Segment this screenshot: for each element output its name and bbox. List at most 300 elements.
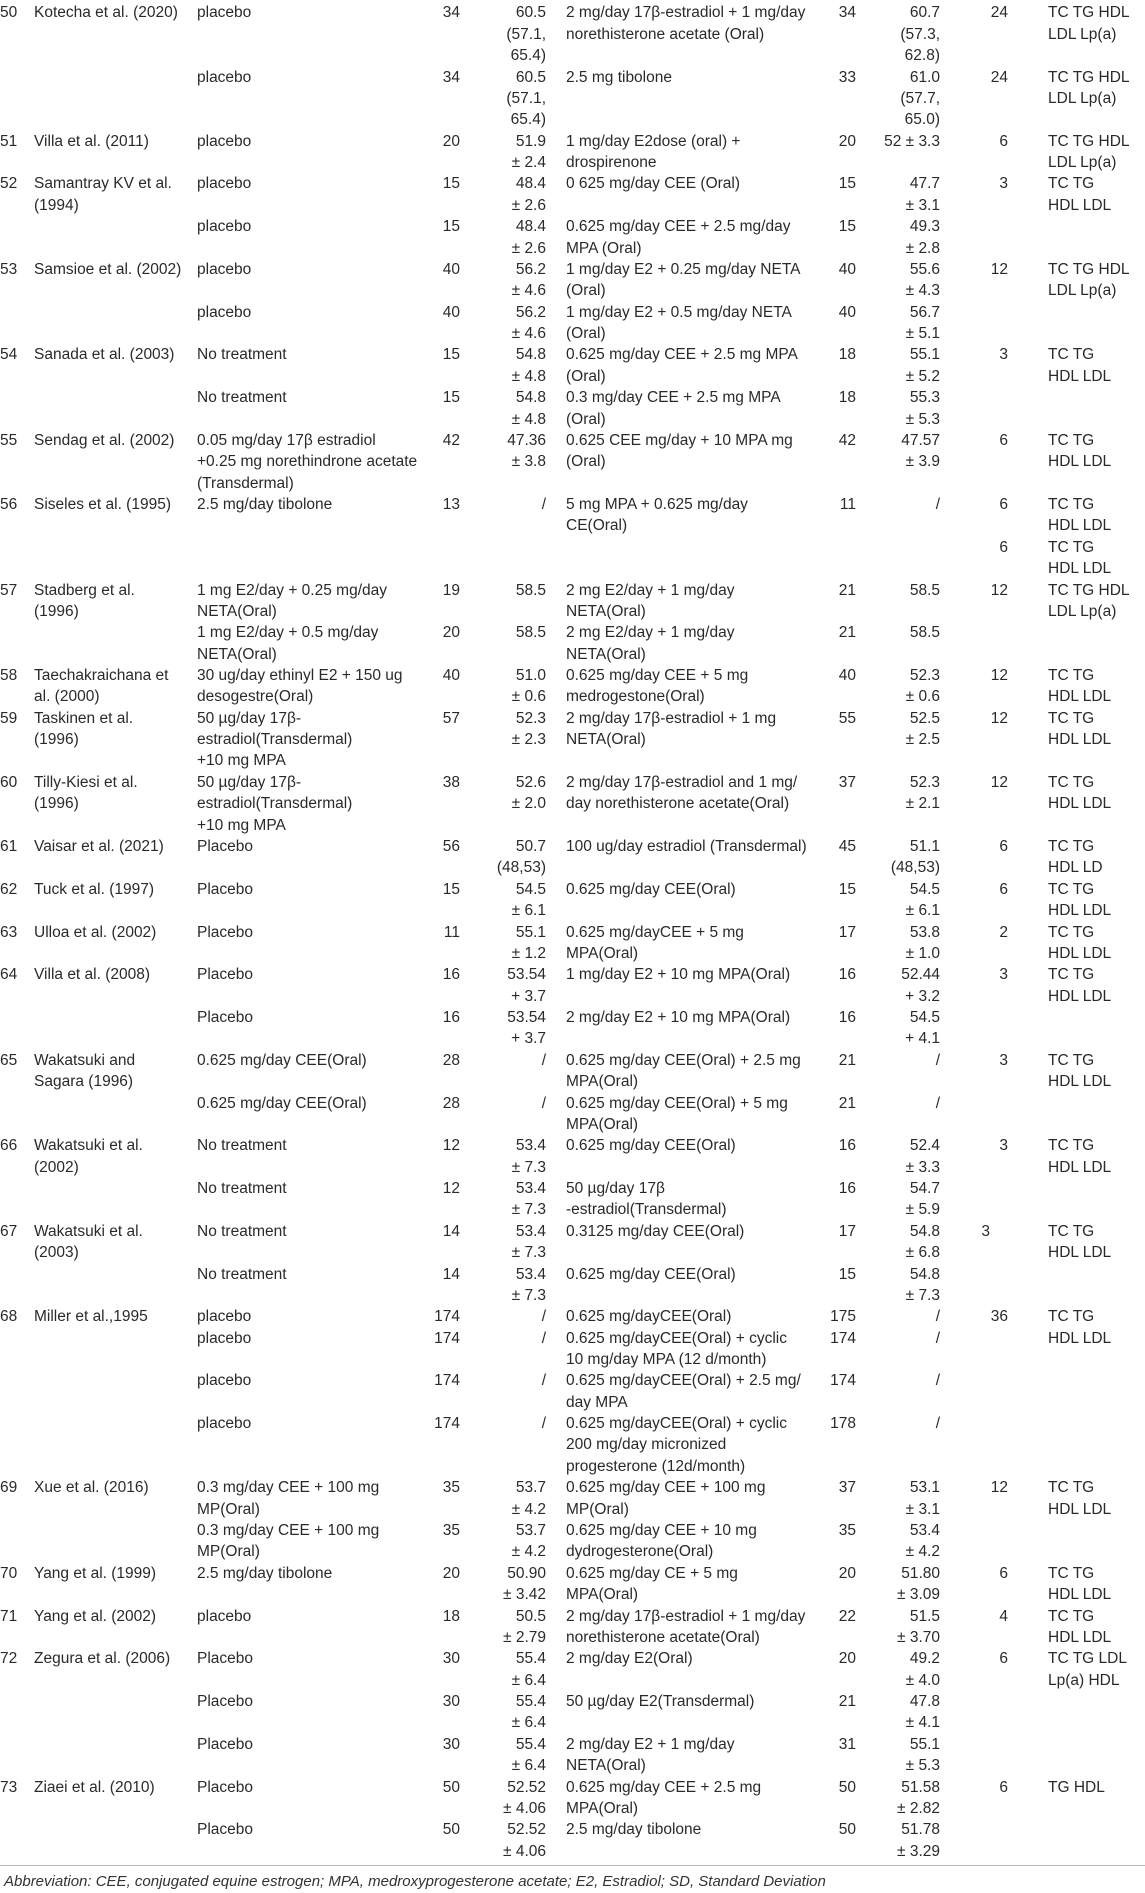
treatment-n-cell-line: 37 [838, 1479, 856, 1497]
row-number-line: 53 [0, 260, 18, 278]
treatment-age-cell [868, 1221, 940, 1264]
control-n-cell [400, 1777, 460, 1798]
row-number [0, 302, 40, 323]
study-cell-line: al. (2000) [34, 688, 100, 706]
treatment-age-cell [868, 1819, 940, 1862]
control-age-cell [474, 1264, 546, 1307]
control-cell-line: estradiol(Transdermal) [197, 731, 353, 749]
treatment-cell-line: dydrogesterone(Oral) [566, 1543, 714, 1561]
treatment-n-cell-line: 40 [838, 260, 856, 278]
duration-cell [958, 580, 1008, 601]
row-number [0, 1093, 40, 1114]
outcomes-cell-line: TC TG [1048, 1479, 1095, 1497]
control-n-cell-line: 174 [434, 1308, 460, 1326]
control-cell-line: 30 ug/day ethinyl E2 + 150 ug [197, 667, 403, 685]
treatment-age-cell [868, 1606, 940, 1649]
control-age-cell-line: / [541, 1051, 546, 1069]
control-age-cell-line: 53.7 [515, 1522, 546, 1539]
treatment-age-cell-line: 53.8 [909, 923, 940, 941]
treatment-age-cell [868, 665, 940, 708]
control-age-cell [474, 131, 546, 174]
control-cell-line: No treatment [197, 346, 287, 364]
treatment-age-cell-line: ± 5.3 [905, 410, 940, 428]
treatment-age-cell-line: (48,53) [890, 859, 940, 877]
study-cell [34, 879, 194, 900]
duration-cell [958, 67, 1008, 88]
treatment-cell-line: (Oral) [566, 325, 606, 342]
control-n-cell-line: 14 [442, 1222, 460, 1240]
outcomes-cell [1048, 1050, 1145, 1093]
outcomes-cell [1048, 708, 1145, 751]
duration-cell-line: 6 [999, 1778, 1008, 1796]
treatment-age-cell-line: ± 3.70 [897, 1628, 940, 1646]
control-n-cell-line: 34 [442, 4, 460, 22]
treatment-age-cell-line: ± 7.3 [905, 1286, 940, 1304]
control-n-cell [400, 1007, 460, 1028]
duration-cell-line: 12 [990, 773, 1008, 791]
study-cell-line: Siseles et al. (1995) [34, 496, 171, 514]
treatment-cell-line: NETA(Oral) [566, 1757, 646, 1775]
outcomes-cell-line: LDL Lp(a) [1048, 602, 1117, 620]
control-n-cell-line: 28 [442, 1094, 460, 1112]
treatment-age-cell [868, 622, 940, 643]
treatment-age-cell-line: / [935, 1308, 940, 1326]
control-age-cell-line: 65.4) [510, 111, 546, 129]
study-cell [34, 131, 194, 152]
treatment-n-cell [800, 1007, 856, 1028]
outcomes-cell-line: TC TG [1048, 923, 1095, 941]
treatment-n-cell [800, 1306, 856, 1327]
treatment-cell-line: NETA(Oral) [566, 602, 646, 620]
row-number-line: 70 [0, 1564, 18, 1582]
control-cell-line: placebo [197, 303, 252, 321]
row-number-line: 61 [0, 838, 18, 855]
control-age-cell-line: 48.4 [515, 175, 546, 193]
control-age-cell-line: / [541, 1308, 546, 1326]
treatment-age-cell [868, 1648, 940, 1691]
treatment-n-cell-line: 50 [838, 1778, 856, 1796]
control-cell-line: No treatment [197, 1265, 287, 1283]
treatment-age-cell-line: 47.8 [909, 1693, 940, 1710]
treatment-age-cell-line: ± 4.1 [905, 1714, 940, 1732]
treatment-n-cell [800, 1264, 856, 1285]
outcomes-cell [1048, 494, 1145, 579]
control-n-cell-line: 42 [442, 431, 460, 449]
treatment-n-cell-line: 15 [838, 175, 856, 193]
control-n-cell-line: 56 [442, 838, 460, 855]
treatment-age-cell-line: 52.3 [909, 773, 940, 791]
treatment-n-cell [800, 1093, 856, 1114]
treatment-cell-line: 0.625 mg/day CEE + 100 mg [566, 1479, 766, 1497]
control-n-cell-line: 174 [434, 1415, 460, 1433]
treatment-n-cell-line: 178 [830, 1415, 856, 1433]
treatment-cell-line: (Oral) [566, 367, 606, 385]
treatment-cell-line: 2 mg/day E2 + 1 mg/day [566, 1735, 735, 1753]
duration-cell [958, 259, 1008, 280]
row-number [0, 1520, 40, 1541]
control-age-cell-line: ± 6.4 [511, 1671, 546, 1689]
duration-cell-line: 6 [999, 496, 1008, 514]
treatment-cell-line: 1 mg/day E2 + 0.5 mg/day NETA [566, 303, 792, 321]
treatment-age-cell [868, 1477, 940, 1520]
control-n-cell-line: 14 [442, 1265, 460, 1283]
treatment-n-cell [800, 2, 856, 23]
outcomes-cell-line: TC TG [1048, 496, 1095, 514]
treatment-n-cell-line: 33 [838, 68, 856, 86]
control-age-cell-line: 50.90 [507, 1564, 546, 1582]
treatment-n-cell-line: 31 [838, 1735, 856, 1753]
row-number [0, 1819, 40, 1840]
outcomes-cell [1048, 836, 1145, 879]
control-n-cell [400, 580, 460, 601]
treatment-cell-line: 0.625 mg/day CE + 5 mg [566, 1564, 738, 1582]
control-age-cell-line: 52.52 [507, 1778, 546, 1796]
study-cell-line: Villa et al. (2011) [34, 132, 149, 150]
control-age-cell [474, 1093, 546, 1114]
duration-cell-line: 6 [999, 1564, 1008, 1582]
duration-cell-line: 12 [990, 709, 1008, 727]
control-age-cell-line: ± 6.4 [511, 1757, 546, 1775]
treatment-age-cell-line: 54.5 [909, 880, 940, 898]
table-bottom-rule [0, 1865, 1145, 1866]
treatment-age-cell-line: 60.7 [909, 4, 940, 22]
control-age-cell-line: (57.1, [506, 89, 546, 107]
outcomes-cell-line: TG HDL [1048, 1778, 1105, 1796]
treatment-cell-line: 1 mg/day E2 + 0.25 mg/day NETA [566, 260, 801, 278]
control-age-cell [474, 1178, 546, 1221]
row-number-line [0, 1264, 40, 1285]
treatment-cell-line: 2.5 mg/day tibolone [566, 1821, 702, 1839]
control-cell-line: No treatment [197, 1180, 287, 1197]
study-cell [34, 964, 194, 985]
duration-cell [958, 708, 1008, 729]
treatment-cell-line: 2 mg/day 17β-estradiol and 1 mg/ [566, 773, 798, 791]
outcomes-cell [1048, 1135, 1145, 1178]
control-n-cell-line: 15 [442, 389, 460, 407]
outcomes-cell-line: TC TG [1048, 667, 1095, 685]
outcomes-cell-line: TC TG [1048, 175, 1095, 193]
treatment-age-cell-line: / [935, 1372, 940, 1390]
outcomes-cell [1048, 131, 1145, 174]
treatment-cell-line: 0.625 mg/day CEE(Oral) + 2.5 mg [566, 1051, 801, 1069]
control-age-cell-line: ± 7.3 [511, 1244, 546, 1262]
treatment-age-cell-line: ± 3.9 [905, 453, 940, 471]
control-age-cell [474, 1050, 546, 1071]
treatment-cell-line: 2 mg E2/day + 1 mg/day [566, 624, 735, 642]
row-number-line: 73 [0, 1778, 18, 1796]
row-number-line: 54 [0, 346, 18, 364]
control-age-cell-line: 58.5 [515, 581, 546, 599]
study-cell-line: (2002) [34, 1158, 79, 1176]
treatment-cell-line: medrogestone(Oral) [566, 688, 705, 706]
control-age-cell-line: ± 4.2 [511, 1543, 546, 1561]
row-number-line: 51 [0, 132, 18, 150]
treatment-n-cell-line: 17 [838, 1222, 856, 1240]
row-number-line: 62 [0, 880, 18, 898]
control-age-cell-line: 51.9 [515, 132, 546, 150]
control-age-cell-line: ± 4.06 [503, 1842, 546, 1860]
control-n-cell-line: 18 [442, 1607, 460, 1625]
treatment-cell-line: 10 mg/day MPA (12 d/month) [566, 1350, 767, 1368]
control-n-cell-line: 19 [442, 581, 460, 599]
treatment-n-cell-line: 16 [838, 1009, 856, 1026]
outcomes-cell-line: HDL LDL [1048, 1244, 1112, 1262]
study-cell-line: Taskinen et al. [34, 709, 134, 727]
treatment-cell-line: progesterone (12d/month) [566, 1457, 746, 1475]
control-n-cell [400, 1734, 460, 1755]
treatment-age-cell-line: ± 6.1 [905, 902, 940, 920]
study-cell [34, 344, 194, 365]
control-n-cell-line: 15 [442, 175, 460, 193]
treatment-age-cell [868, 1264, 940, 1307]
treatment-cell-line: 1 mg/day E2 + 10 mg MPA(Oral) [566, 966, 791, 984]
control-n-cell [400, 964, 460, 985]
control-age-cell-line: / [541, 1329, 546, 1347]
control-n-cell [400, 1413, 460, 1434]
treatment-n-cell [800, 879, 856, 900]
row-number-line [0, 1413, 40, 1434]
treatment-age-cell [868, 344, 940, 387]
control-age-cell-line: ± 2.6 [511, 239, 546, 257]
control-cell-line: 50 µg/day 17β- [197, 773, 302, 791]
treatment-age-cell [868, 430, 940, 473]
control-n-cell [400, 131, 460, 152]
treatment-cell-line: 0 625 mg/day CEE (Oral) [566, 175, 741, 193]
control-cell-line: placebo [197, 68, 252, 86]
treatment-cell-line: norethisterone acetate(Oral) [566, 1628, 760, 1646]
treatment-n-cell-line: 21 [838, 1094, 856, 1112]
row-number-line: 69 [0, 1479, 18, 1497]
control-n-cell-line: 16 [442, 1009, 460, 1026]
row-number-line [0, 1734, 40, 1755]
treatment-age-cell-line: 49.3 [909, 218, 940, 236]
treatment-age-cell [868, 173, 940, 216]
control-age-cell-line: ± 2.6 [511, 196, 546, 214]
treatment-age-cell-line: 62.8) [904, 47, 940, 65]
treatment-n-cell-line: 15 [838, 218, 856, 236]
control-age-cell [474, 1520, 546, 1563]
control-n-cell-line: 20 [442, 132, 460, 150]
treatment-n-cell [800, 836, 856, 857]
control-cell-line: +10 mg MPA [197, 752, 286, 770]
treatment-n-cell-line: 20 [838, 1650, 856, 1668]
control-age-cell-line: + 3.7 [511, 1030, 546, 1048]
control-n-cell [400, 1477, 460, 1498]
row-number-line [0, 1370, 40, 1391]
treatment-cell-line: 2 mg/day 17β-estradiol + 1 mg/day [566, 1607, 806, 1625]
control-n-cell [400, 216, 460, 237]
study-cell [34, 708, 194, 751]
treatment-cell-line: MPA(Oral) [566, 944, 639, 962]
treatment-cell-line: 0.625 mg/dayCEE + 5 mg [566, 923, 744, 941]
treatment-n-cell [800, 1648, 856, 1669]
row-number-line: 50 [0, 4, 18, 22]
outcomes-cell-line: LDL Lp(a) [1048, 282, 1117, 300]
outcomes-cell-line: HDL LDL [1048, 1158, 1112, 1176]
treatment-n-cell [800, 665, 856, 686]
outcomes-cell-line: HDL LDL [1048, 1500, 1112, 1518]
control-age-cell-line: 55.4 [515, 1650, 546, 1668]
treatment-n-cell [800, 1777, 856, 1798]
control-age-cell [474, 1563, 546, 1606]
outcomes-cell-line: TC TG HDL [1048, 260, 1130, 278]
treatment-age-cell-line: 55.3 [909, 389, 940, 407]
outcomes-cell-line: TC TG [1048, 346, 1095, 364]
study-cell-line: Sagara (1996) [34, 1073, 134, 1091]
outcomes-cell-line: TC TG [1048, 1308, 1095, 1326]
control-n-cell-line: 57 [442, 709, 460, 727]
study-cell [34, 1777, 194, 1798]
treatment-age-cell-line: ± 6.8 [905, 1244, 940, 1262]
treatment-age-cell-line: ± 4.0 [905, 1671, 940, 1689]
outcomes-cell-line: HDL LDL [1048, 1586, 1112, 1604]
study-cell-line: Sendag et al. (2002) [34, 431, 175, 449]
control-age-cell [474, 1777, 546, 1820]
treatment-n-cell-line: 22 [838, 1607, 856, 1625]
treatment-age-cell-line: 56.7 [909, 303, 940, 321]
treatment-n-cell [800, 344, 856, 365]
duration-cell-line: 12 [990, 1479, 1008, 1497]
duration-cell-line: 6 [999, 431, 1008, 449]
outcomes-cell-line: TC TG [1048, 966, 1095, 984]
outcomes-cell-line: HDL LDL [1048, 367, 1112, 385]
treatment-n-cell [800, 494, 856, 515]
treatment-age-cell-line: / [935, 1051, 940, 1069]
study-cell [34, 1306, 194, 1327]
treatment-age-cell-line: ± 2.1 [905, 795, 940, 813]
outcomes-cell-line: HDL LDL [1048, 688, 1112, 706]
duration-cell-line: 24 [990, 68, 1008, 86]
treatment-cell-line: (Oral) [566, 453, 606, 471]
treatment-n-cell [800, 1050, 856, 1071]
treatment-cell-line: norethisterone acetate (Oral) [566, 25, 765, 43]
control-age-cell-line: 58.5 [515, 624, 546, 642]
outcomes-cell [1048, 1306, 1145, 1327]
control-n-cell [400, 622, 460, 643]
control-age-cell [474, 494, 546, 515]
control-age-cell-line: 54.8 [515, 389, 546, 407]
treatment-cell-line: (Oral) [566, 410, 606, 428]
control-cell-line: Placebo [197, 1735, 254, 1753]
treatment-n-cell-line: 21 [838, 624, 856, 642]
outcomes-cell-line: TC TG [1048, 880, 1095, 898]
control-n-cell [400, 1221, 460, 1242]
control-age-cell-line: 53.4 [515, 1265, 546, 1283]
treatment-age-cell [868, 259, 940, 302]
control-age-cell [474, 1734, 546, 1777]
duration-cell-line: 24 [990, 4, 1008, 22]
control-age-cell-line: 56.2 [515, 260, 546, 278]
treatment-age-cell-line: ± 2.8 [905, 239, 940, 257]
control-cell-line: placebo [197, 1415, 252, 1433]
duration-cell-line: 6 [999, 1650, 1008, 1668]
treatment-age-cell-line: 55.1 [909, 1735, 940, 1753]
control-age-cell [474, 1370, 546, 1391]
study-cell [34, 1648, 194, 1669]
treatment-cell-line: MPA(Oral) [566, 1115, 639, 1133]
treatment-age-cell-line: 54.8 [909, 1222, 940, 1240]
treatment-age-cell-line: 54.8 [909, 1265, 940, 1283]
treatment-age-cell [868, 1691, 940, 1734]
control-n-cell-line: 30 [442, 1693, 460, 1710]
control-age-cell-line: ± 1.2 [511, 944, 546, 962]
duration-cell [940, 1221, 990, 1242]
treatment-n-cell-line: 34 [838, 4, 856, 22]
duration-cell [958, 665, 1008, 686]
control-age-cell [474, 622, 546, 643]
treatment-n-cell-line: 20 [838, 1564, 856, 1582]
control-n-cell-line: 20 [442, 1564, 460, 1582]
control-cell-line: Placebo [197, 1650, 254, 1668]
control-age-cell-line: ± 4.2 [511, 1500, 546, 1518]
outcomes-cell-line: HDL LDL [1048, 987, 1112, 1005]
control-age-cell [474, 836, 546, 879]
control-cell-line: 0.05 mg/day 17β estradiol [197, 431, 376, 449]
duration-cell-line: 3 [999, 346, 1008, 364]
treatment-cell-line: CE(Oral) [566, 517, 628, 535]
outcomes-cell-line: TC TG [1048, 1607, 1095, 1625]
study-cell [34, 1606, 194, 1627]
study-cell-line: Samantray KV et al. [34, 175, 172, 193]
control-age-cell [474, 772, 546, 815]
outcomes-cell [1048, 580, 1145, 623]
control-n-cell [400, 1264, 460, 1285]
treatment-age-cell-line: ± 5.1 [905, 325, 940, 342]
control-n-cell-line: 50 [442, 1778, 460, 1796]
treatment-n-cell-line: 175 [830, 1308, 856, 1326]
treatment-cell-line: 0.625 CEE mg/day + 10 MPA mg [566, 431, 793, 449]
duration-cell [958, 430, 1008, 451]
treatment-cell-line: 0.625 mg/day CEE + 2.5 mg/day [566, 218, 791, 236]
treatment-age-cell-line: 54.5 [909, 1009, 940, 1026]
control-cell-line: No treatment [197, 1222, 287, 1240]
treatment-cell-line: NETA(Oral) [566, 645, 646, 663]
control-n-cell [400, 922, 460, 943]
control-n-cell [400, 1819, 460, 1840]
treatment-n-cell [800, 1819, 856, 1840]
control-n-cell-line: 30 [442, 1650, 460, 1668]
treatment-age-cell [868, 1093, 940, 1114]
treatment-age-cell-line: ± 4.3 [905, 282, 940, 300]
row-number-line: 57 [0, 581, 18, 599]
row-number-line [0, 1007, 40, 1028]
control-age-cell-line: 54.5 [515, 880, 546, 898]
treatment-age-cell-line: ± 3.1 [905, 196, 940, 214]
control-n-cell-line: 11 [443, 923, 460, 941]
control-n-cell [400, 430, 460, 451]
treatment-n-cell [800, 1520, 856, 1541]
treatment-n-cell [800, 1370, 856, 1391]
outcomes-cell-line: TC TG HDL [1048, 68, 1130, 86]
control-n-cell [400, 1691, 460, 1712]
treatment-age-cell-line: 51.80 [901, 1564, 940, 1582]
treatment-cell-line: MP(Oral) [566, 1500, 629, 1518]
study-cell-line: Miller et al.,1995 [34, 1308, 148, 1326]
row-number-line: 71 [0, 1607, 18, 1625]
study-cell [34, 922, 194, 943]
treatment-cell-line: MPA (Oral) [566, 239, 642, 257]
row-number-line: 56 [0, 496, 18, 514]
treatment-age-cell-line: + 4.1 [905, 1030, 940, 1048]
control-n-cell [400, 1328, 460, 1349]
treatment-age-cell-line: 61.0 [909, 68, 940, 86]
study-cell-line: (1994) [34, 196, 79, 214]
study-cell [34, 494, 194, 515]
treatment-age-cell-line: 51.5 [909, 1607, 940, 1625]
treatment-age-cell-line: / [935, 1329, 940, 1347]
outcomes-cell [1048, 430, 1145, 473]
treatment-age-cell [868, 1777, 940, 1820]
